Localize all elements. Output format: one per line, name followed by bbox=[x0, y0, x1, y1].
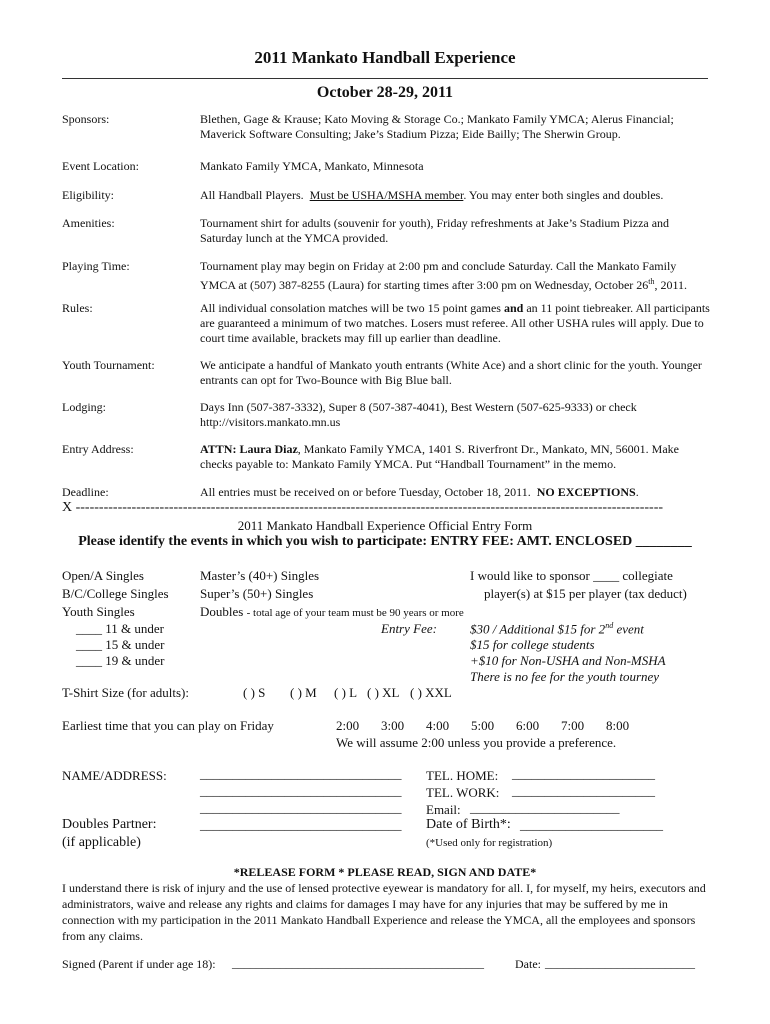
doubles-partner-label: Doubles Partner: bbox=[62, 817, 157, 832]
tel-home-line[interactable]: ______________________ bbox=[512, 766, 655, 781]
lodging-label: Lodging: bbox=[62, 400, 106, 414]
amenities-label: Amenities: bbox=[62, 216, 115, 230]
date-label: Date: bbox=[515, 957, 541, 971]
entry-form-title: 2011 Mankato Handball Experience Official Entry Form bbox=[237, 518, 533, 533]
entry-fee-youth: There is no fee for the youth tourney bbox=[470, 669, 660, 684]
location-text: Mankato Family YMCA, Mankato, Minnesota bbox=[200, 159, 424, 173]
tel-work-line[interactable]: ______________________ bbox=[512, 783, 655, 798]
registration-note: (*Used only for registration) bbox=[426, 837, 553, 849]
entry-fee-non-member: +$10 for Non-USHA and Non-MSHA bbox=[470, 653, 666, 668]
document-title: 2011 Mankato Handball Experience bbox=[254, 48, 516, 67]
event-date: October 28-29, 2011 bbox=[316, 84, 454, 101]
time-option-2[interactable]: 2:00 bbox=[336, 718, 360, 733]
rules-text: All individual consolation matches will be two 15 point games and an 11 point tiebreaker. All participants are guaranteed a minimum of two matches. Losers must referee. All other USHA rules will apply. Due to court time available, brackets may fill up earlier than deadline. bbox=[200, 301, 710, 345]
time-option-7[interactable]: 7:00 bbox=[561, 718, 585, 733]
tel-work-label: TEL. WORK: bbox=[426, 785, 500, 800]
sponsors-text: Blethen, Gage & Krause; Kato Moving & Storage Co.; Mankato Family YMCA; Alerus Financial; Maverick Software Consulting; Jake’s Stadium Pizza; Eide Bailly; The Sherwin Group. bbox=[200, 112, 674, 141]
youth-text: We anticipate a handful of Mankato youth entrants (White Ace) and a short clinic for the youth. Younger entrants can opt for Two-Bounce with Big Blue ball. bbox=[200, 358, 702, 387]
supers-singles-option[interactable]: Super’s (50+) Singles bbox=[200, 586, 314, 601]
doubles-option[interactable]: Doubles - total age of your team must be 90 years or more bbox=[200, 604, 464, 619]
doubles-partner-line[interactable]: _______________________________ bbox=[200, 817, 402, 832]
tshirt-size-m[interactable]: ( ) M bbox=[290, 685, 317, 700]
name-address-line-1[interactable]: _______________________________ bbox=[200, 766, 402, 781]
cut-line: X ------------------------------------------------------------------------------------------------------------------------------ bbox=[62, 500, 664, 515]
entry-form-instruction: Please identify the events in which you wish to participate: ENTRY FEE: AMT. ENCLOSED ________ bbox=[78, 534, 692, 549]
amenities-text: Tournament shirt for adults (souvenir for youth), Friday refreshments at Jake’s Stadium Pizza and Saturday lunch at the YMCA provided. bbox=[200, 216, 670, 245]
email-label: Email: bbox=[426, 802, 461, 817]
sponsors-label: Sponsors: bbox=[62, 112, 110, 126]
entry-address-text: ATTN: Laura Diaz, Mankato Family YMCA, 1401 S. Riverfront Dr., Mankato, MN, 56001. Make checks payable to: Mankato Family YMCA. Put “Handball Tournament” in the memo. bbox=[200, 442, 679, 471]
entry-fee-label: Entry Fee: bbox=[381, 621, 437, 636]
rules-label: Rules: bbox=[62, 301, 93, 315]
playing-time-text: Tournament play may begin on Friday at 2:00 pm and conclude Saturday. Call the Mankato Family YMCA at (507) 387-8255 (Laura) for starting times after 3:00 pm on Wednesday, October 26th, 2011. bbox=[200, 259, 688, 292]
tshirt-size-xl[interactable]: ( ) XL bbox=[367, 685, 400, 700]
tshirt-size-s[interactable]: ( ) S bbox=[243, 685, 266, 700]
youth-19-under-blank[interactable]: ____ 19 & under bbox=[76, 653, 165, 668]
signature-line[interactable]: __________________________________________ bbox=[232, 956, 484, 970]
bc-college-singles-option[interactable]: B/C/College Singles bbox=[62, 586, 169, 601]
time-option-4[interactable]: 4:00 bbox=[426, 718, 450, 733]
playing-time-label: Playing Time: bbox=[62, 259, 130, 273]
open-singles-option[interactable]: Open/A Singles bbox=[62, 568, 144, 583]
youth-15-under-blank[interactable]: ____ 15 & under bbox=[76, 637, 165, 652]
sponsor-collegiate-detail: player(s) at $15 per player (tax deduct) bbox=[484, 586, 687, 601]
time-option-5[interactable]: 5:00 bbox=[471, 718, 495, 733]
entry-fee-adult: $30 / Additional $15 for 2nd event bbox=[470, 621, 644, 637]
deadline-text: All entries must be received on or before Tuesday, October 18, 2011. NO EXCEPTIONS. bbox=[200, 485, 639, 499]
release-title: *RELEASE FORM * PLEASE READ, SIGN AND DATE* bbox=[233, 865, 537, 879]
earliest-time-label: Earliest time that you can play on Friday bbox=[62, 718, 274, 733]
youth-label: Youth Tournament: bbox=[62, 358, 155, 372]
masters-singles-option[interactable]: Master’s (40+) Singles bbox=[200, 568, 320, 583]
name-address-label: NAME/ADDRESS: bbox=[62, 768, 167, 783]
entry-fee-college: $15 for college students bbox=[470, 637, 595, 652]
if-applicable-note: (if applicable) bbox=[62, 835, 141, 850]
lodging-text: Days Inn (507-387-3332), Super 8 (507-387-4041), Best Western (507-625-9333) or check http://visitors.mankato.mn.us bbox=[200, 400, 637, 429]
time-option-6[interactable]: 6:00 bbox=[516, 718, 540, 733]
entry-address-label: Entry Address: bbox=[62, 442, 134, 456]
time-option-3[interactable]: 3:00 bbox=[381, 718, 405, 733]
email-line[interactable]: _______________________ bbox=[470, 800, 620, 815]
name-address-line-3[interactable]: _______________________________ bbox=[200, 800, 402, 815]
location-label: Event Location: bbox=[62, 159, 139, 173]
eligibility-label: Eligibility: bbox=[62, 188, 115, 202]
youth-11-under-blank[interactable]: ____ 11 & under bbox=[76, 621, 164, 636]
deadline-label: Deadline: bbox=[62, 485, 109, 499]
title-rule bbox=[62, 78, 708, 79]
tshirt-size-xxl[interactable]: ( ) XXL bbox=[410, 685, 452, 700]
tshirt-size-l[interactable]: ( ) L bbox=[334, 685, 358, 700]
youth-singles-option[interactable]: Youth Singles bbox=[62, 604, 135, 619]
default-time-note: We will assume 2:00 unless you provide a preference. bbox=[336, 735, 617, 750]
tshirt-size-label: T-Shirt Size (for adults): bbox=[62, 685, 189, 700]
name-address-line-2[interactable]: _______________________________ bbox=[200, 783, 402, 798]
tel-home-label: TEL. HOME: bbox=[426, 768, 499, 783]
signature-label: Signed (Parent if under age 18): bbox=[62, 957, 216, 971]
sponsor-collegiate-option[interactable]: I would like to sponsor ____ collegiate bbox=[470, 568, 673, 583]
time-option-8[interactable]: 8:00 bbox=[606, 718, 630, 733]
release-text: I understand there is risk of injury and the use of lensed protective eyewear is mandatory for all. I, for myself, my heirs, executors and administrators, waive and release any rights and claims for damages I may have for any injuries that may be suffered by me in connection with my participation in the 2011 Mankato Handball Experience and release the YMCA, all the employees and sponsors from any claims. bbox=[62, 881, 706, 943]
eligibility-text: All Handball Players. Must be USHA/MSHA member. You may enter both singles and doubles. bbox=[200, 188, 664, 202]
date-of-birth-label: Date of Birth*: bbox=[426, 817, 511, 832]
date-line[interactable]: _________________________ bbox=[545, 956, 695, 970]
date-of-birth-line[interactable]: ______________________ bbox=[520, 817, 663, 832]
